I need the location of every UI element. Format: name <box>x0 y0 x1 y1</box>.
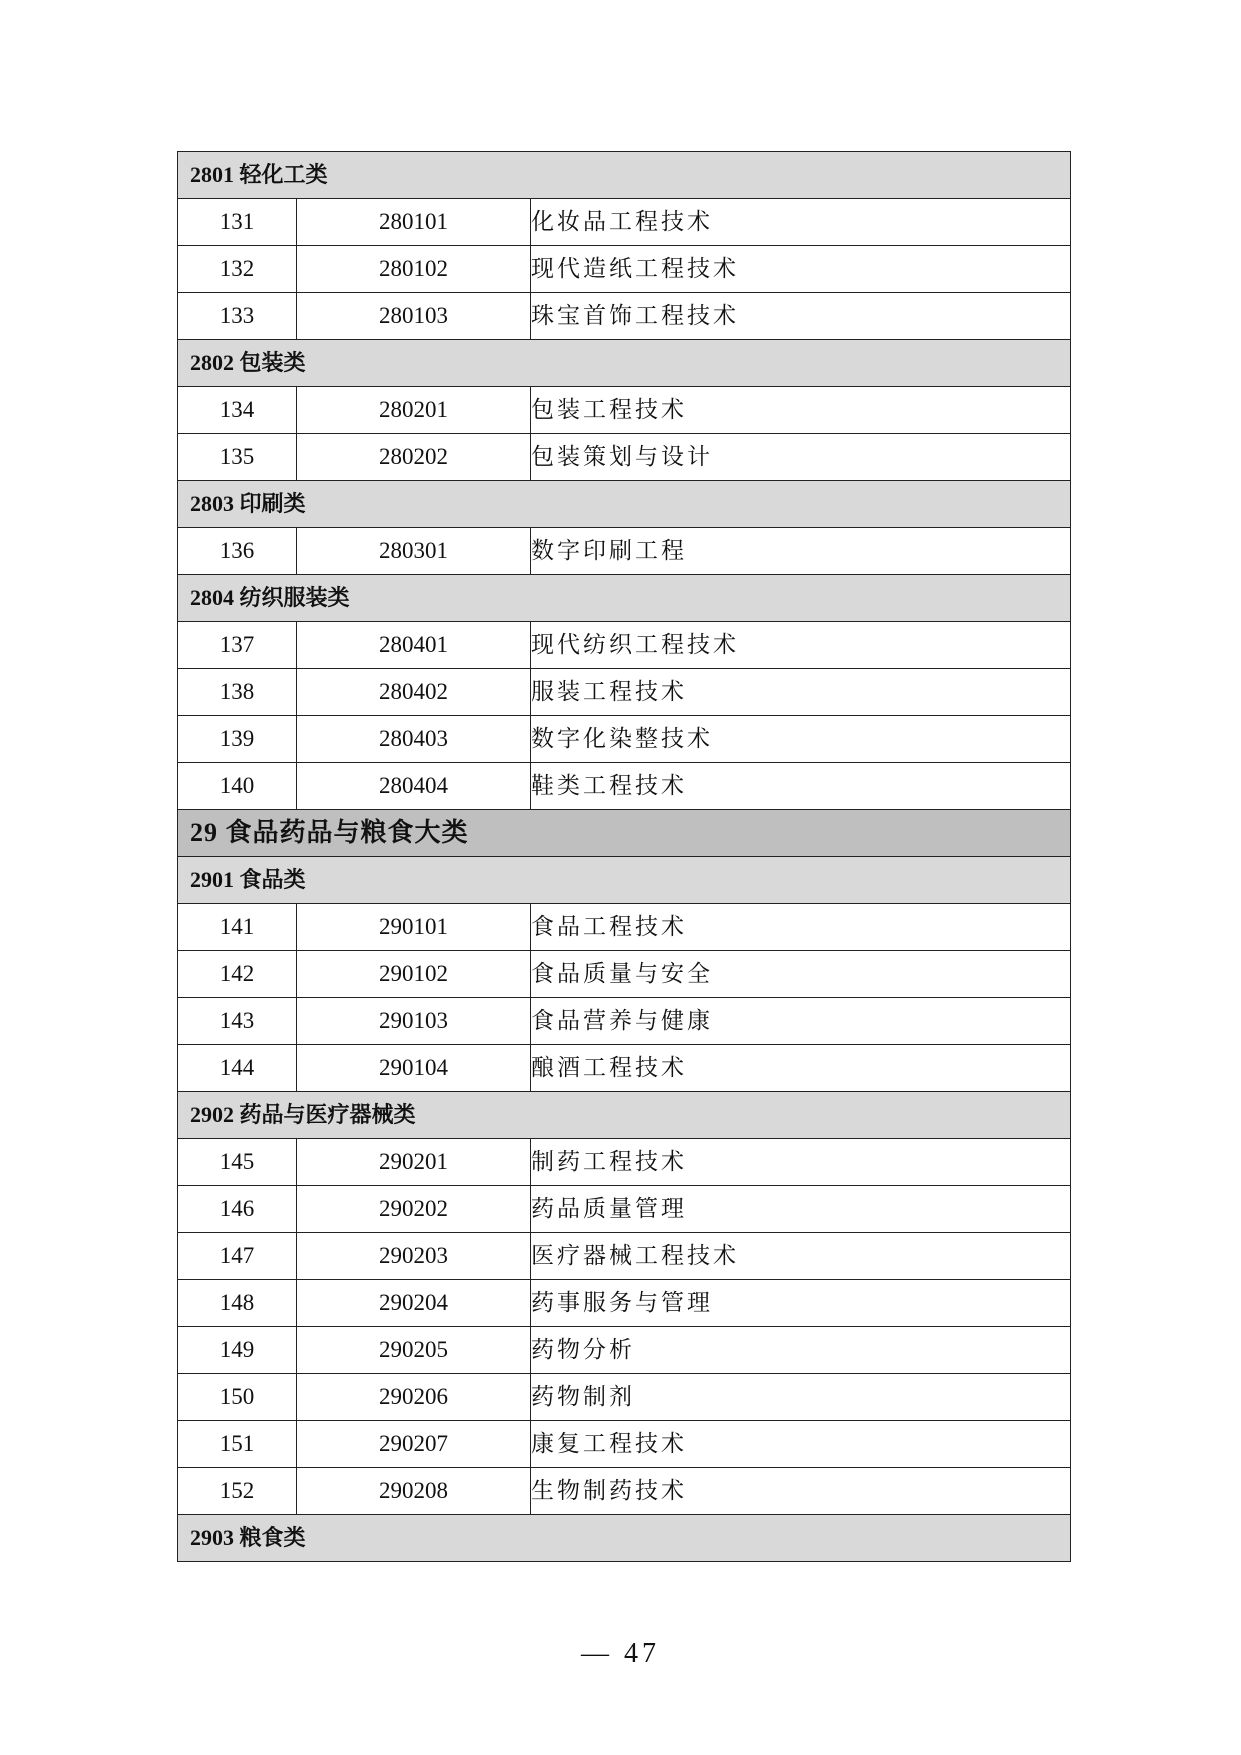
major-sequence-number: 151 <box>178 1421 297 1468</box>
major-name: 数字化染整技术 <box>531 716 1071 763</box>
major-sequence-number: 134 <box>178 387 297 434</box>
major-sequence-number: 147 <box>178 1233 297 1280</box>
major-code: 290203 <box>297 1233 531 1280</box>
major-sequence-number: 144 <box>178 1045 297 1092</box>
category-header-row <box>178 481 1071 528</box>
table-row <box>178 246 1071 293</box>
major-name: 食品质量与安全 <box>531 951 1071 998</box>
major-sequence-number: 146 <box>178 1186 297 1233</box>
major-sequence-number: 150 <box>178 1374 297 1421</box>
major-sequence-number: 131 <box>178 199 297 246</box>
major-sequence-number: 136 <box>178 528 297 575</box>
major-group-header-row <box>178 810 1071 857</box>
category-title: 2902 药品与医疗器械类 <box>178 1092 1071 1139</box>
major-name: 服装工程技术 <box>531 669 1071 716</box>
category-header-row <box>178 857 1071 904</box>
major-code: 280404 <box>297 763 531 810</box>
major-code: 280301 <box>297 528 531 575</box>
category-header-row <box>178 575 1071 622</box>
page-number: — 47 <box>581 1638 660 1669</box>
table-row <box>178 716 1071 763</box>
major-code: 290208 <box>297 1468 531 1515</box>
table-row <box>178 434 1071 481</box>
major-sequence-number: 152 <box>178 1468 297 1515</box>
major-code: 280402 <box>297 669 531 716</box>
major-sequence-number: 141 <box>178 904 297 951</box>
major-sequence-number: 142 <box>178 951 297 998</box>
major-name: 药品质量管理 <box>531 1186 1071 1233</box>
major-code: 290102 <box>297 951 531 998</box>
table-row <box>178 1280 1071 1327</box>
major-sequence-number: 148 <box>178 1280 297 1327</box>
category-header-row <box>178 1515 1071 1562</box>
major-name: 康复工程技术 <box>531 1421 1071 1468</box>
major-name: 药物制剂 <box>531 1374 1071 1421</box>
major-name: 现代造纸工程技术 <box>531 246 1071 293</box>
major-sequence-number: 133 <box>178 293 297 340</box>
major-code: 290101 <box>297 904 531 951</box>
major-name: 化妆品工程技术 <box>531 199 1071 246</box>
major-name: 生物制药技术 <box>531 1468 1071 1515</box>
table-row <box>178 904 1071 951</box>
category-title: 2801 轻化工类 <box>178 152 1071 199</box>
major-sequence-number: 135 <box>178 434 297 481</box>
major-code: 290205 <box>297 1327 531 1374</box>
table-row <box>178 1374 1071 1421</box>
major-code: 290207 <box>297 1421 531 1468</box>
major-name: 食品营养与健康 <box>531 998 1071 1045</box>
major-name: 现代纺织工程技术 <box>531 622 1071 669</box>
category-header-row <box>178 1092 1071 1139</box>
category-title: 2901 食品类 <box>178 857 1071 904</box>
major-code: 290204 <box>297 1280 531 1327</box>
table-row <box>178 763 1071 810</box>
major-name: 数字印刷工程 <box>531 528 1071 575</box>
major-code: 280401 <box>297 622 531 669</box>
table-row <box>178 622 1071 669</box>
table-row <box>178 199 1071 246</box>
major-sequence-number: 140 <box>178 763 297 810</box>
table-row <box>178 1468 1071 1515</box>
major-name: 酿酒工程技术 <box>531 1045 1071 1092</box>
table-row <box>178 998 1071 1045</box>
major-name: 药物分析 <box>531 1327 1071 1374</box>
major-name: 鞋类工程技术 <box>531 763 1071 810</box>
category-title: 2903 粮食类 <box>178 1515 1071 1562</box>
major-name: 药事服务与管理 <box>531 1280 1071 1327</box>
major-code: 280103 <box>297 293 531 340</box>
major-code: 290202 <box>297 1186 531 1233</box>
table-row <box>178 1139 1071 1186</box>
table-row <box>178 1421 1071 1468</box>
table-row <box>178 1327 1071 1374</box>
major-sequence-number: 138 <box>178 669 297 716</box>
major-code: 280101 <box>297 199 531 246</box>
major-sequence-number: 143 <box>178 998 297 1045</box>
major-name: 包装工程技术 <box>531 387 1071 434</box>
table-row <box>178 951 1071 998</box>
major-code: 290104 <box>297 1045 531 1092</box>
table-row <box>178 1233 1071 1280</box>
majors-table <box>177 151 1071 1562</box>
major-sequence-number: 139 <box>178 716 297 763</box>
major-sequence-number: 149 <box>178 1327 297 1374</box>
major-code: 290201 <box>297 1139 531 1186</box>
major-group-title: 29 食品药品与粮食大类 <box>178 810 1071 857</box>
major-code: 290103 <box>297 998 531 1045</box>
table-row <box>178 293 1071 340</box>
table-row <box>178 528 1071 575</box>
major-code: 290206 <box>297 1374 531 1421</box>
category-header-row <box>178 340 1071 387</box>
major-name: 包装策划与设计 <box>531 434 1071 481</box>
category-title: 2803 印刷类 <box>178 481 1071 528</box>
table-row <box>178 387 1071 434</box>
major-name: 珠宝首饰工程技术 <box>531 293 1071 340</box>
major-code: 280403 <box>297 716 531 763</box>
major-sequence-number: 137 <box>178 622 297 669</box>
major-name: 医疗器械工程技术 <box>531 1233 1071 1280</box>
table-row <box>178 1045 1071 1092</box>
majors-table-body <box>178 152 1071 1562</box>
major-name: 食品工程技术 <box>531 904 1071 951</box>
major-code: 280201 <box>297 387 531 434</box>
category-header-row <box>178 152 1071 199</box>
major-code: 280202 <box>297 434 531 481</box>
table-row <box>178 1186 1071 1233</box>
major-name: 制药工程技术 <box>531 1139 1071 1186</box>
category-title: 2804 纺织服装类 <box>178 575 1071 622</box>
major-code: 280102 <box>297 246 531 293</box>
category-title: 2802 包装类 <box>178 340 1071 387</box>
major-sequence-number: 145 <box>178 1139 297 1186</box>
major-sequence-number: 132 <box>178 246 297 293</box>
table-row <box>178 669 1071 716</box>
